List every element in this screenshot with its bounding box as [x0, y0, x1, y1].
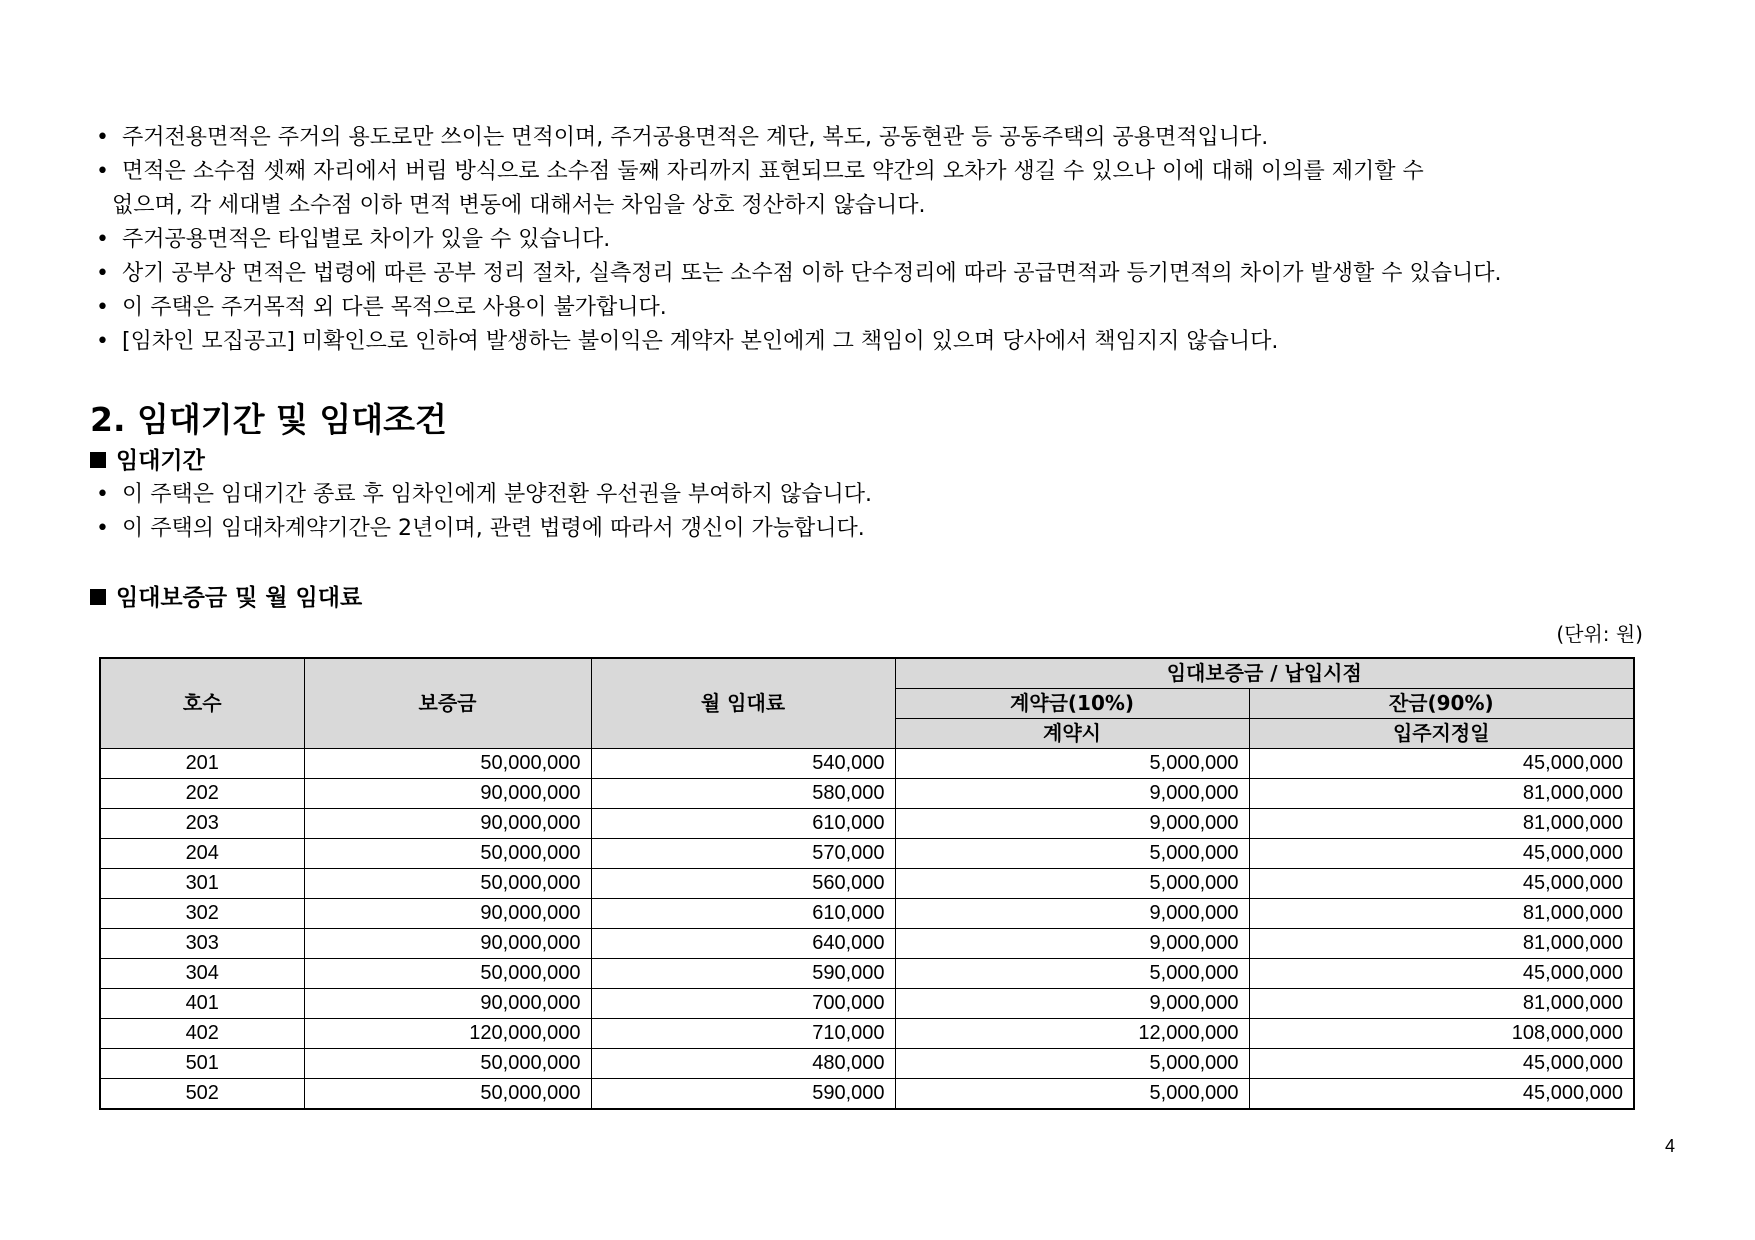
contract-payment-cell: 5,000,000 — [895, 959, 1249, 989]
balance-payment-cell: 45,000,000 — [1249, 959, 1634, 989]
unit-note: (단위: 원) — [1556, 622, 1643, 646]
header-monthly-rent: 월 임대료 — [591, 658, 895, 749]
note-continuation: 없으며, 각 세대별 소수점 이하 면적 변동에 대해서는 차임을 상호 정산하지 않습니다. — [112, 193, 926, 218]
contract-payment-cell: 5,000,000 — [895, 1079, 1249, 1110]
header-contract-payment: 계약금(10%) — [895, 689, 1249, 719]
deposit-cell: 50,000,000 — [304, 1049, 591, 1079]
deposit-cell: 50,000,000 — [304, 839, 591, 869]
deposit-cell: 120,000,000 — [304, 1019, 591, 1049]
balance-payment-cell: 45,000,000 — [1249, 1079, 1634, 1110]
deposit-cell: 90,000,000 — [304, 899, 591, 929]
monthly-rent-cell: 700,000 — [591, 989, 895, 1019]
monthly-rent-cell: 640,000 — [591, 929, 895, 959]
table-row — [100, 929, 1634, 959]
table-row — [100, 809, 1634, 839]
unit-no-cell: 301 — [100, 869, 304, 899]
contract-payment-cell: 9,000,000 — [895, 809, 1249, 839]
header-payment-group: 임대보증금 / 납입시점 — [895, 658, 1634, 689]
deposit-heading: 임대보증금 및 월 임대료 — [90, 582, 362, 614]
balance-payment-cell: 81,000,000 — [1249, 989, 1634, 1019]
deposit-cell: 50,000,000 — [304, 869, 591, 899]
table-row — [100, 1049, 1634, 1079]
header-deposit: 보증금 — [304, 658, 591, 749]
monthly-rent-cell: 610,000 — [591, 899, 895, 929]
unit-no-cell: 401 — [100, 989, 304, 1019]
balance-payment-cell: 81,000,000 — [1249, 779, 1634, 809]
contract-payment-cell: 9,000,000 — [895, 899, 1249, 929]
table-row — [100, 959, 1634, 989]
deposit-cell: 90,000,000 — [304, 779, 591, 809]
area-notes-list — [90, 121, 1690, 359]
page-number: 4 — [1664, 1136, 1675, 1156]
balance-payment-cell: 45,000,000 — [1249, 869, 1634, 899]
table-row — [100, 779, 1634, 809]
header-balance-payment: 잔금(90%) — [1249, 689, 1634, 719]
period-item: • 이 주택은 임대기간 종료 후 임차인에게 분양전환 우선권을 부여하지 않습니다. — [90, 478, 1690, 512]
monthly-rent-cell: 540,000 — [591, 749, 895, 779]
table-row — [100, 989, 1634, 1019]
note-item: • 주거전용면적은 주거의 용도로만 쓰이는 면적이며, 주거공용면적은 계단, 복도, 공동현관 등 공동주택의 공용면적입니다. — [90, 121, 1690, 155]
table-row — [100, 749, 1634, 779]
balance-payment-cell: 45,000,000 — [1249, 1049, 1634, 1079]
deposit-cell: 50,000,000 — [304, 959, 591, 989]
contract-payment-cell: 9,000,000 — [895, 929, 1249, 959]
deposit-cell: 90,000,000 — [304, 989, 591, 1019]
rent-table — [99, 657, 1635, 1110]
unit-no-cell: 204 — [100, 839, 304, 869]
table-row — [100, 1019, 1634, 1049]
deposit-cell: 50,000,000 — [304, 749, 591, 779]
balance-payment-cell: 81,000,000 — [1249, 809, 1634, 839]
square-bullet-icon — [90, 452, 106, 468]
monthly-rent-cell: 610,000 — [591, 809, 895, 839]
unit-no-cell: 303 — [100, 929, 304, 959]
balance-payment-cell: 108,000,000 — [1249, 1019, 1634, 1049]
monthly-rent-cell: 710,000 — [591, 1019, 895, 1049]
monthly-rent-cell: 590,000 — [591, 1079, 895, 1110]
header-contract-time: 계약시 — [895, 719, 1249, 749]
note-item: • 주거공용면적은 타입별로 차이가 있을 수 있습니다. — [90, 223, 1690, 257]
monthly-rent-cell: 560,000 — [591, 869, 895, 899]
unit-no-cell: 203 — [100, 809, 304, 839]
note-item: • 면적은 소수점 셋째 자리에서 버림 방식으로 소수점 둘째 자리까지 표현되므로 약간의 오차가 생길 수 있으나 이에 대해 이의를 제기할 수 없으며, 각 세대별 소수점 이하 면적 변동에 대해서는 차임을 상호 정산하지 않습니다. — [90, 155, 1690, 223]
unit-no-cell: 304 — [100, 959, 304, 989]
period-heading: 임대기간 — [90, 445, 205, 477]
contract-payment-cell: 9,000,000 — [895, 989, 1249, 1019]
contract-payment-cell: 9,000,000 — [895, 779, 1249, 809]
monthly-rent-cell: 580,000 — [591, 779, 895, 809]
contract-payment-cell: 12,000,000 — [895, 1019, 1249, 1049]
table-row — [100, 1079, 1634, 1110]
contract-payment-cell: 5,000,000 — [895, 839, 1249, 869]
period-item: • 이 주택의 임대차계약기간은 2년이며, 관련 법령에 따라서 갱신이 가능합니다. — [90, 512, 1690, 546]
note-item: • 이 주택은 주거목적 외 다른 목적으로 사용이 불가합니다. — [90, 291, 1690, 325]
section-title: 2. 임대기간 및 임대조건 — [90, 400, 447, 439]
unit-no-cell: 201 — [100, 749, 304, 779]
monthly-rent-cell: 590,000 — [591, 959, 895, 989]
note-item: • 상기 공부상 면적은 법령에 따른 공부 정리 절차, 실측정리 또는 소수점 이하 단수정리에 따라 공급면적과 등기면적의 차이가 발생할 수 있습니다. — [90, 257, 1690, 291]
contract-payment-cell: 5,000,000 — [895, 749, 1249, 779]
unit-no-cell: 502 — [100, 1079, 304, 1110]
unit-no-cell: 302 — [100, 899, 304, 929]
monthly-rent-cell: 570,000 — [591, 839, 895, 869]
table-row — [100, 899, 1634, 929]
balance-payment-cell: 45,000,000 — [1249, 749, 1634, 779]
table-row — [100, 869, 1634, 899]
deposit-cell: 50,000,000 — [304, 1079, 591, 1110]
deposit-cell: 90,000,000 — [304, 809, 591, 839]
square-bullet-icon — [90, 589, 106, 605]
monthly-rent-cell: 480,000 — [591, 1049, 895, 1079]
deposit-cell: 90,000,000 — [304, 929, 591, 959]
balance-payment-cell: 45,000,000 — [1249, 839, 1634, 869]
period-list — [90, 478, 1690, 546]
unit-no-cell: 202 — [100, 779, 304, 809]
contract-payment-cell: 5,000,000 — [895, 869, 1249, 899]
header-unit-no: 호수 — [100, 658, 304, 749]
header-balance-time: 입주지정일 — [1249, 719, 1634, 749]
unit-no-cell: 501 — [100, 1049, 304, 1079]
unit-no-cell: 402 — [100, 1019, 304, 1049]
contract-payment-cell: 5,000,000 — [895, 1049, 1249, 1079]
balance-payment-cell: 81,000,000 — [1249, 929, 1634, 959]
table-row — [100, 839, 1634, 869]
balance-payment-cell: 81,000,000 — [1249, 899, 1634, 929]
note-item: • [임차인 모집공고] 미확인으로 인하여 발생하는 불이익은 계약자 본인에게 그 책임이 있으며 당사에서 책임지지 않습니다. — [90, 325, 1690, 359]
